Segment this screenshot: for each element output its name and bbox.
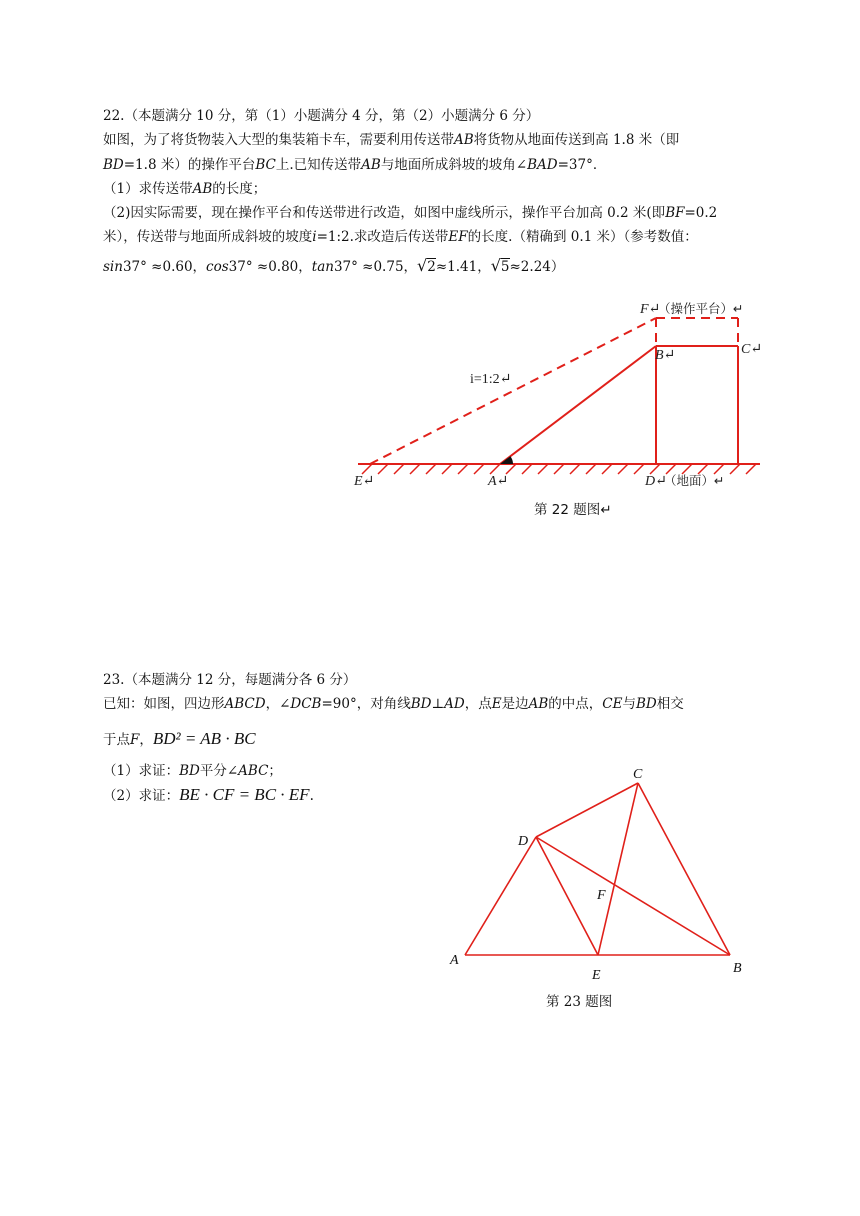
label-E: E bbox=[592, 968, 601, 983]
text: =0.2 bbox=[684, 205, 718, 221]
text: =1:2.求改造后传送带 bbox=[316, 229, 449, 245]
text: 于点 bbox=[103, 732, 130, 748]
label-ground: （地面）↵ bbox=[664, 473, 725, 488]
var-F: F bbox=[130, 732, 140, 748]
var-ABCD: ABCD bbox=[224, 696, 266, 712]
text: 与 bbox=[622, 696, 636, 712]
diagonal-DB bbox=[536, 837, 730, 955]
segment-DC bbox=[536, 783, 638, 837]
text: 的中点， bbox=[548, 696, 603, 712]
var-BAD: BAD bbox=[527, 157, 558, 173]
text: =37°． bbox=[557, 157, 607, 173]
var-AD: AD bbox=[444, 696, 465, 712]
var-i: i bbox=[312, 229, 317, 245]
text: ，∠ bbox=[265, 696, 291, 712]
label-D: D↵ bbox=[645, 474, 667, 489]
text: （2)因实际需要，现在操作平台和传送带进行改造，如图中虚线所示，操作平台加高 0.2 米(即 bbox=[103, 205, 666, 221]
perp-symbol: ⊥ bbox=[431, 696, 445, 712]
label-B: B↵ bbox=[655, 348, 676, 363]
var-BD: BD bbox=[410, 696, 432, 712]
var-AB: AB bbox=[454, 132, 474, 148]
var-BD: BD bbox=[179, 763, 200, 779]
var-BD: BD bbox=[103, 157, 124, 173]
text: 的长度； bbox=[212, 181, 267, 197]
conveyor-EF-dashed bbox=[370, 318, 656, 464]
segment-AD bbox=[465, 837, 536, 955]
label-platform: （操作平台）↵ bbox=[658, 301, 744, 316]
label-C: C↵ bbox=[741, 342, 763, 357]
text: ≈2.24） bbox=[509, 259, 565, 275]
text: 如图，为了将货物装入大型的集装箱卡车，需要利用传送带 bbox=[103, 132, 454, 148]
sqrt2-radicand: 2 bbox=[427, 259, 436, 275]
label-E: E↵ bbox=[354, 474, 375, 489]
fn-tan: tan bbox=[311, 259, 334, 275]
text: ≈1.41， bbox=[435, 259, 491, 275]
text: ，点 bbox=[464, 696, 492, 712]
text: 37° ≈0.80， bbox=[228, 259, 312, 275]
dashed-modification bbox=[370, 318, 738, 464]
text: ， bbox=[139, 732, 153, 748]
var-EF: EF bbox=[448, 229, 468, 245]
segment-CB bbox=[638, 783, 730, 955]
label-slope: i=1:2↵ bbox=[470, 372, 512, 387]
figure-22-caption: 第 22 题图↵ bbox=[534, 502, 612, 518]
text: （1）求传送带 bbox=[103, 181, 193, 197]
segment-DE bbox=[536, 837, 598, 955]
var-ABC: ABC bbox=[238, 763, 269, 779]
var-BC: BC bbox=[255, 157, 276, 173]
text: 米），传送带与地面所成斜坡的坡度 bbox=[103, 229, 313, 245]
angle-marker bbox=[500, 456, 513, 464]
text: 的长度.（精确到 0.1 米）（参考数值： bbox=[467, 229, 698, 245]
var-AB: AB bbox=[361, 157, 381, 173]
text: 将货物从地面传送到高 1.8 米（即 bbox=[473, 132, 680, 148]
text: （1）求证： bbox=[103, 763, 180, 779]
var-BF: BF bbox=[665, 205, 685, 221]
sqrt-sign: √ bbox=[417, 256, 428, 275]
sqrt-sign: √ bbox=[490, 256, 501, 275]
text: =90°，对角线 bbox=[321, 696, 411, 712]
var-CE: CE bbox=[602, 696, 623, 712]
text: 平分∠ bbox=[199, 763, 239, 779]
figure-22 bbox=[0, 0, 860, 540]
text: =1.8 米）的操作平台 bbox=[123, 157, 256, 173]
p22-header: 22.（本题满分 10 分，第（1）小题满分 4 分，第（2）小题满分 6 分） bbox=[103, 108, 540, 124]
fn-sin: sin bbox=[103, 259, 123, 275]
label-D: D bbox=[518, 834, 529, 849]
var-BD: BD bbox=[635, 696, 657, 712]
var-DCB: DCB bbox=[290, 696, 322, 712]
equation-proof-target: BE · CF = BC · EF bbox=[179, 785, 310, 804]
var-AB: AB bbox=[192, 181, 213, 197]
conveyor-AB bbox=[500, 346, 656, 464]
sqrt5-radicand: 5 bbox=[500, 259, 510, 275]
label-F: F↵ bbox=[640, 302, 661, 317]
label-A: A bbox=[450, 953, 459, 968]
text: 上.已知传送带 bbox=[275, 157, 362, 173]
label-F: F bbox=[597, 888, 606, 903]
label-B: B bbox=[733, 961, 742, 976]
figure-23-caption: 第 23 题图 bbox=[546, 994, 613, 1010]
text: ； bbox=[268, 763, 282, 779]
p23-header: 23.（本题满分 12 分，每题满分各 6 分） bbox=[103, 672, 357, 688]
text: 与地面所成斜坡的坡角∠ bbox=[380, 157, 528, 173]
text: 37° ≈0.75， bbox=[333, 259, 418, 275]
label-C: C bbox=[633, 767, 643, 782]
var-E: E bbox=[491, 696, 502, 712]
text: 是边 bbox=[501, 696, 529, 712]
fn-cos: cos bbox=[206, 259, 229, 275]
text: 已知：如图，四边形 bbox=[103, 696, 225, 712]
text: （2）求证： bbox=[103, 788, 180, 804]
text: . bbox=[309, 788, 314, 804]
label-A: A↵ bbox=[488, 474, 509, 489]
var-AB: AB bbox=[528, 696, 549, 712]
equation-bd-squared: BD² = AB · BC bbox=[152, 729, 256, 748]
segment-CE bbox=[598, 783, 638, 955]
text: 37° ≈0.60， bbox=[122, 259, 207, 275]
figure-23 bbox=[0, 700, 860, 1020]
text: 相交 bbox=[656, 696, 684, 712]
